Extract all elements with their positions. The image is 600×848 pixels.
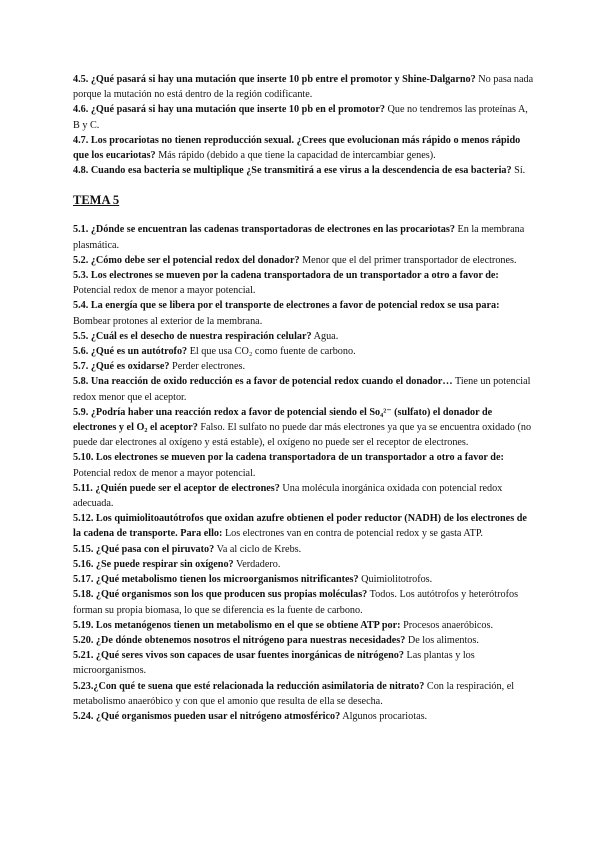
question-text: 5.6. ¿Qué es un autótrofo? [73,346,188,358]
question-text: 5.24. ¿Qué organismos pueden usar el nitrógeno atmosférico? [73,710,341,722]
question-text: 5.17. ¿Qué metabolismo tienen los microorganismos nitrificantes? [73,574,359,586]
answer-text: Verdadero. [236,558,281,570]
question-text: 5.18. ¿Qué organismos son los que producen sus propias moléculas? [73,589,368,601]
answer-text: Tiene un potencial redox menor que el aceptor. [73,376,531,403]
question-text: 5.4. La energía que se libera por el transporte de electrones a favor de potencial redox se usa para: [73,300,500,312]
answer-text: Potencial redox de menor a mayor potencial. [73,467,256,479]
question-text: 5.20. ¿De dónde obtenemos nosotros el nitrógeno para nuestras necesidades? [73,634,406,646]
question-text: 4.7. Los procariotas no tienen reproducción sexual. ¿Crees que evolucionan más rápido o menos rápido que los eucariotas? [73,134,521,162]
section-heading: TEMA 5 [73,193,120,208]
question-text: 5.9. ¿Podría haber una reacción redox a favor de potencial siendo el So₄²⁻ (sulfato) el donador de electrones y el O₂ el aceptor? [73,406,493,434]
question-text: 5.10. Los electrones se mueven por la cadena transportadora de un transportador a otro a favor de: [73,452,504,464]
qa-item [73,298,535,328]
answer-text: Una molécula inorgánica oxidada con potencial redox adecuada. [73,482,503,510]
qa-item [73,542,535,557]
qa-item [73,72,535,102]
question-text: 4.8. Cuando esa bacteria se multiplique ¿Se transmitirá a ese virus a la descendencia de esa bacteria? [73,165,512,177]
question-text: 5.15. ¿Qué pasa con el piruvato? [73,543,215,555]
answer-text: Procesos anaeróbicos. [403,619,494,631]
question-text: 5.16. ¿Se puede respirar sin oxígeno? [73,558,234,570]
qa-item [73,344,535,359]
answer-text: Potencial redox de menor a mayor potencial. [73,285,256,297]
question-text: 5.2. ¿Cómo debe ser el potencial redox del donador? [73,254,300,266]
question-text: 5.1. ¿Dónde se encuentran las cadenas transportadoras de electrones en las procariotas? [73,224,455,236]
answer-text: Más rápido (debido a que tiene la capacidad de intercambiar genes). [158,150,436,162]
qa-item [73,587,535,617]
qa-item [73,253,535,268]
answer-text: El que usa CO₂ como fuente de carbono. [189,346,356,358]
qa-item [73,133,535,163]
question-block-tema5 [73,222,535,724]
qa-item [73,709,535,724]
question-text: 5.11. ¿Quién puede ser el aceptor de electrones? [73,482,280,494]
answer-text: En la membrana plasmática. [73,224,525,251]
question-text: 5.21. ¿Qué seres vivos son capaces de usar fuentes inorgánicas de nitrógeno? [73,650,404,662]
question-text: 5.8. Una reacción de oxido reducción es a favor de potencial redox cuando el donador… [73,376,453,388]
qa-item [73,450,535,480]
document-page [73,72,535,724]
question-text: 5.5. ¿Cuál es el desecho de nuestra respiración celular? [73,330,312,342]
qa-item [73,405,535,451]
question-block-tema4 [73,72,535,178]
qa-item [73,648,535,678]
question-text: 5.19. Los metanógenos tienen un metabolismo en el que se obtiene ATP por: [73,619,401,631]
answer-text: Las plantas y los microorganismos. [73,650,475,677]
answer-text: Bombear protones al exterior de la membrana. [73,315,263,327]
qa-item [73,572,535,587]
qa-item [73,102,535,132]
answer-text: De los alimentos. [407,634,479,646]
answer-text: Menor que el del primer transportador de electrones. [302,254,517,266]
qa-item [73,679,535,709]
qa-item [73,163,535,178]
question-text: 5.7. ¿Qué es oxidarse? [73,361,170,373]
question-text: 4.6. ¿Qué pasará si hay una mutación que inserte 10 pb en el promotor? [73,104,385,116]
answer-text: Falso. El sulfato no puede dar más electrones ya que ya se encuentra oxidado (no puede dar electrones al oxígeno y está estable), el oxígeno no puede ser el receptor de electrones. [73,422,532,449]
answer-text: No pasa nada porque la mutación no está dentro de la región codificante. [73,74,534,101]
qa-item [73,557,535,572]
qa-item [73,268,535,298]
qa-item [73,633,535,648]
question-text: 5.23.¿Con qué te suena que esté relacionada la reducción asimilatoria de nitrato? [73,680,425,692]
answer-text: Que no tendremos las proteínas A, B y C. [73,104,528,131]
answer-text: Algunos procariotas. [342,710,428,722]
qa-item [73,359,535,374]
answer-text: Sí. [514,165,526,177]
question-text: 5.3. Los electrones se mueven por la cadena transportadora de un transportador a otro a favor de: [73,270,499,282]
answer-text: Con la respiración, el metabolismo anaeróbico y con que el amonio que resulta de ella se desecha. [73,680,515,707]
qa-item [73,481,535,511]
qa-item [73,618,535,633]
qa-item [73,329,535,344]
qa-item [73,374,535,404]
qa-item [73,511,535,541]
answer-text: Va al ciclo de Krebs. [216,543,302,555]
qa-item [73,222,535,252]
answer-text: Todos. Los autótrofos y heterótrofos forman su propia biomasa, lo que se diferencia es la fuente de carbono. [73,589,519,616]
question-text: 5.12. Los quimiolitoautótrofos que oxidan azufre obtienen el poder reductor (NADH) de los electrones de la cadena de transporte. Para ello: [73,513,527,540]
answer-text: Agua. [313,330,339,342]
answer-text: Perder electrones. [172,361,246,373]
answer-text: Quimiolitotrofos. [361,574,433,586]
question-text: 4.5. ¿Qué pasará si hay una mutación que inserte 10 pb entre el promotor y Shine-Dalgarno? [73,74,476,85]
answer-text: Los electrones van en contra de potencial redox y se gasta ATP. [224,528,483,540]
